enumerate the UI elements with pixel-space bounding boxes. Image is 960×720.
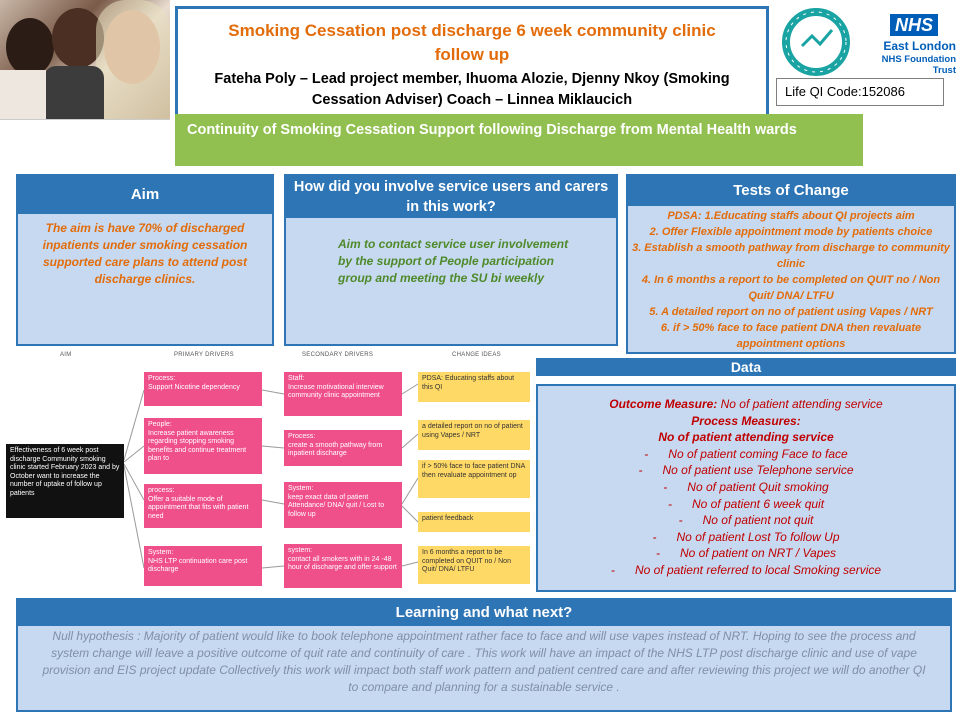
test-item: 5. A detailed report on no of patient using Vapes / NRT [649,306,933,318]
quality-improvement-logo [780,8,852,76]
dash: - [663,479,668,494]
dash: - [652,529,657,544]
secondary-driver: Staff: Increase motivational interview community clinic appointment [284,372,402,416]
process-item-text: No of patient on NRT / Vapes [679,546,837,561]
data-heading: Data [536,358,956,376]
dash: - [610,562,615,577]
process-item [542,545,950,562]
process-item-text: No of patient referred to local Smoking service [634,562,882,577]
process-item-text: No of patient use Telephone service [662,463,854,478]
change-idea: In 6 months a report to be completed on QUIT no / Non Quit/ DNA/ LTFU [418,546,530,584]
primary-driver: process: Offer a suitable mode of appointment that fits with patient need [144,484,262,528]
dash: - [667,496,672,511]
process-item-text: No of patient Lost To follow Up [676,529,840,544]
aim-heading: Aim [18,176,272,214]
poster-title: Smoking Cessation post discharge 6 week community clinic follow up [228,21,716,64]
learning-panel [16,598,952,712]
trust-name: East London [883,39,956,53]
process-item-text: No of patient not quit [702,513,814,528]
column-label-ideas: CHANGE IDEAS [452,352,501,358]
involvement-heading: How did you involve service users and carers in this work? [286,176,616,218]
outcome-label: Outcome Measure: [609,397,718,411]
nhs-badge: NHS [890,14,938,36]
test-item: PDSA: 1.Educating staffs about QI projects aim [667,210,915,222]
process-item [542,529,950,546]
secondary-driver: system: contact all smokers with in 24 -48 hour of discharge and offer support [284,544,402,588]
qi-code: Life QI Code:152086 [776,78,944,106]
test-item: 2. Offer Flexible appointment mode by patients choice [649,226,933,238]
primary-driver: System: NHS LTP continuation care post discharge [144,546,262,586]
authors: Fateha Poly – Lead project member, Ihuoma Alozie, Djenny Nkoy (Smoking Cessation Adviser) Coach – Linnea Miklaucich [214,71,730,108]
process-item [542,446,950,463]
primary-driver: Process: Support Nicotine dependency [144,372,262,406]
secondary-driver: System: keep exact data of patient Attendance/ DNA/ quit / Lost to follow up [284,482,402,528]
column-label-primary: PRIMARY DRIVERS [174,352,234,358]
process-item [542,496,950,513]
process-item [542,562,950,579]
nhs-logo [858,14,956,76]
secondary-driver: Process: create a smooth pathway from inpatient discharge [284,430,402,466]
process-item-text: No of patient coming Face to face [668,446,848,461]
process-first: No of patient attending service [658,430,834,445]
learning-text: Null hypothesis : Majority of patient would like to book telephone appointment rather face to face and will use vapes instead of NRT. Hoping to see the process and system change will leave a positive outcome of quit rate and continuity of care . This work will have an impact of the NHS LTP post discharge clinic and use of vape provision and EIS project update Collectively this work will impact both staff work pattern and patient centred care and after reviewing this project we will do another QI to compare and planning for a sustainable service . [42,629,926,694]
aim-panel [16,174,274,346]
title-box [175,6,769,118]
change-idea: a detailed report on no of patient using Vapes / NRT [418,420,530,450]
change-idea: if > 50% face to face patient DNA then revaluate appointment op [418,460,530,498]
data-body [538,386,954,589]
process-item [542,479,950,496]
aim-text: The aim is have 70% of discharged inpatients under smoking cessation supported care plans to attend post discharge clinics. [42,221,248,286]
dash: - [678,513,683,528]
process-item [542,462,950,479]
change-idea: PDSA: Educating staffs about this QI [418,372,530,402]
test-item: 6. if > 50% face to face patient DNA then revaluate appointment options [660,322,922,350]
involvement-text: Aim to contact service user involvement by the support of People participation group and meeting the SU bi weekly [338,237,569,285]
team-photo [0,0,170,120]
column-label-secondary: SECONDARY DRIVERS [302,352,374,358]
trust-subtitle: NHS Foundation Trust [881,54,956,76]
tests-list [628,206,954,354]
tests-heading: Tests of Change [628,176,954,206]
dash: - [644,446,649,461]
aim-box: Effectiveness of 6 week post discharge Community smoking clinic started February 2023 and by October want to increase the number of uptake of follow up patients [6,444,124,518]
tests-of-change-panel [626,174,956,354]
test-item: 4. In 6 months a report to be completed on QUIT no / Non Quit/ DNA/ LTFU [641,274,941,302]
project-banner: Continuity of Smoking Cessation Support following Discharge from Mental Health wards [175,114,863,166]
process-item [542,512,950,529]
involvement-panel [284,174,618,346]
data-panel [536,384,956,592]
dash: - [638,463,643,478]
primary-driver: People: Increase patient awareness regarding stopping smoking benefits and continue treatment plan to [144,418,262,474]
test-item: 3. Establish a smooth pathway from discharge to community clinic [632,242,950,270]
column-label-aim: AIM [60,352,72,358]
process-item-text: No of patient Quit smoking [687,479,829,494]
change-idea: patient feedback [418,512,530,532]
outcome-measure [542,396,950,413]
learning-heading: Learning and what next? [18,600,950,626]
process-label: Process Measures: [691,413,801,428]
outcome-value: No of patient attending service [717,397,883,411]
driver-diagram [4,350,532,594]
process-item-text: No of patient 6 week quit [691,496,825,511]
dash: - [655,546,660,561]
